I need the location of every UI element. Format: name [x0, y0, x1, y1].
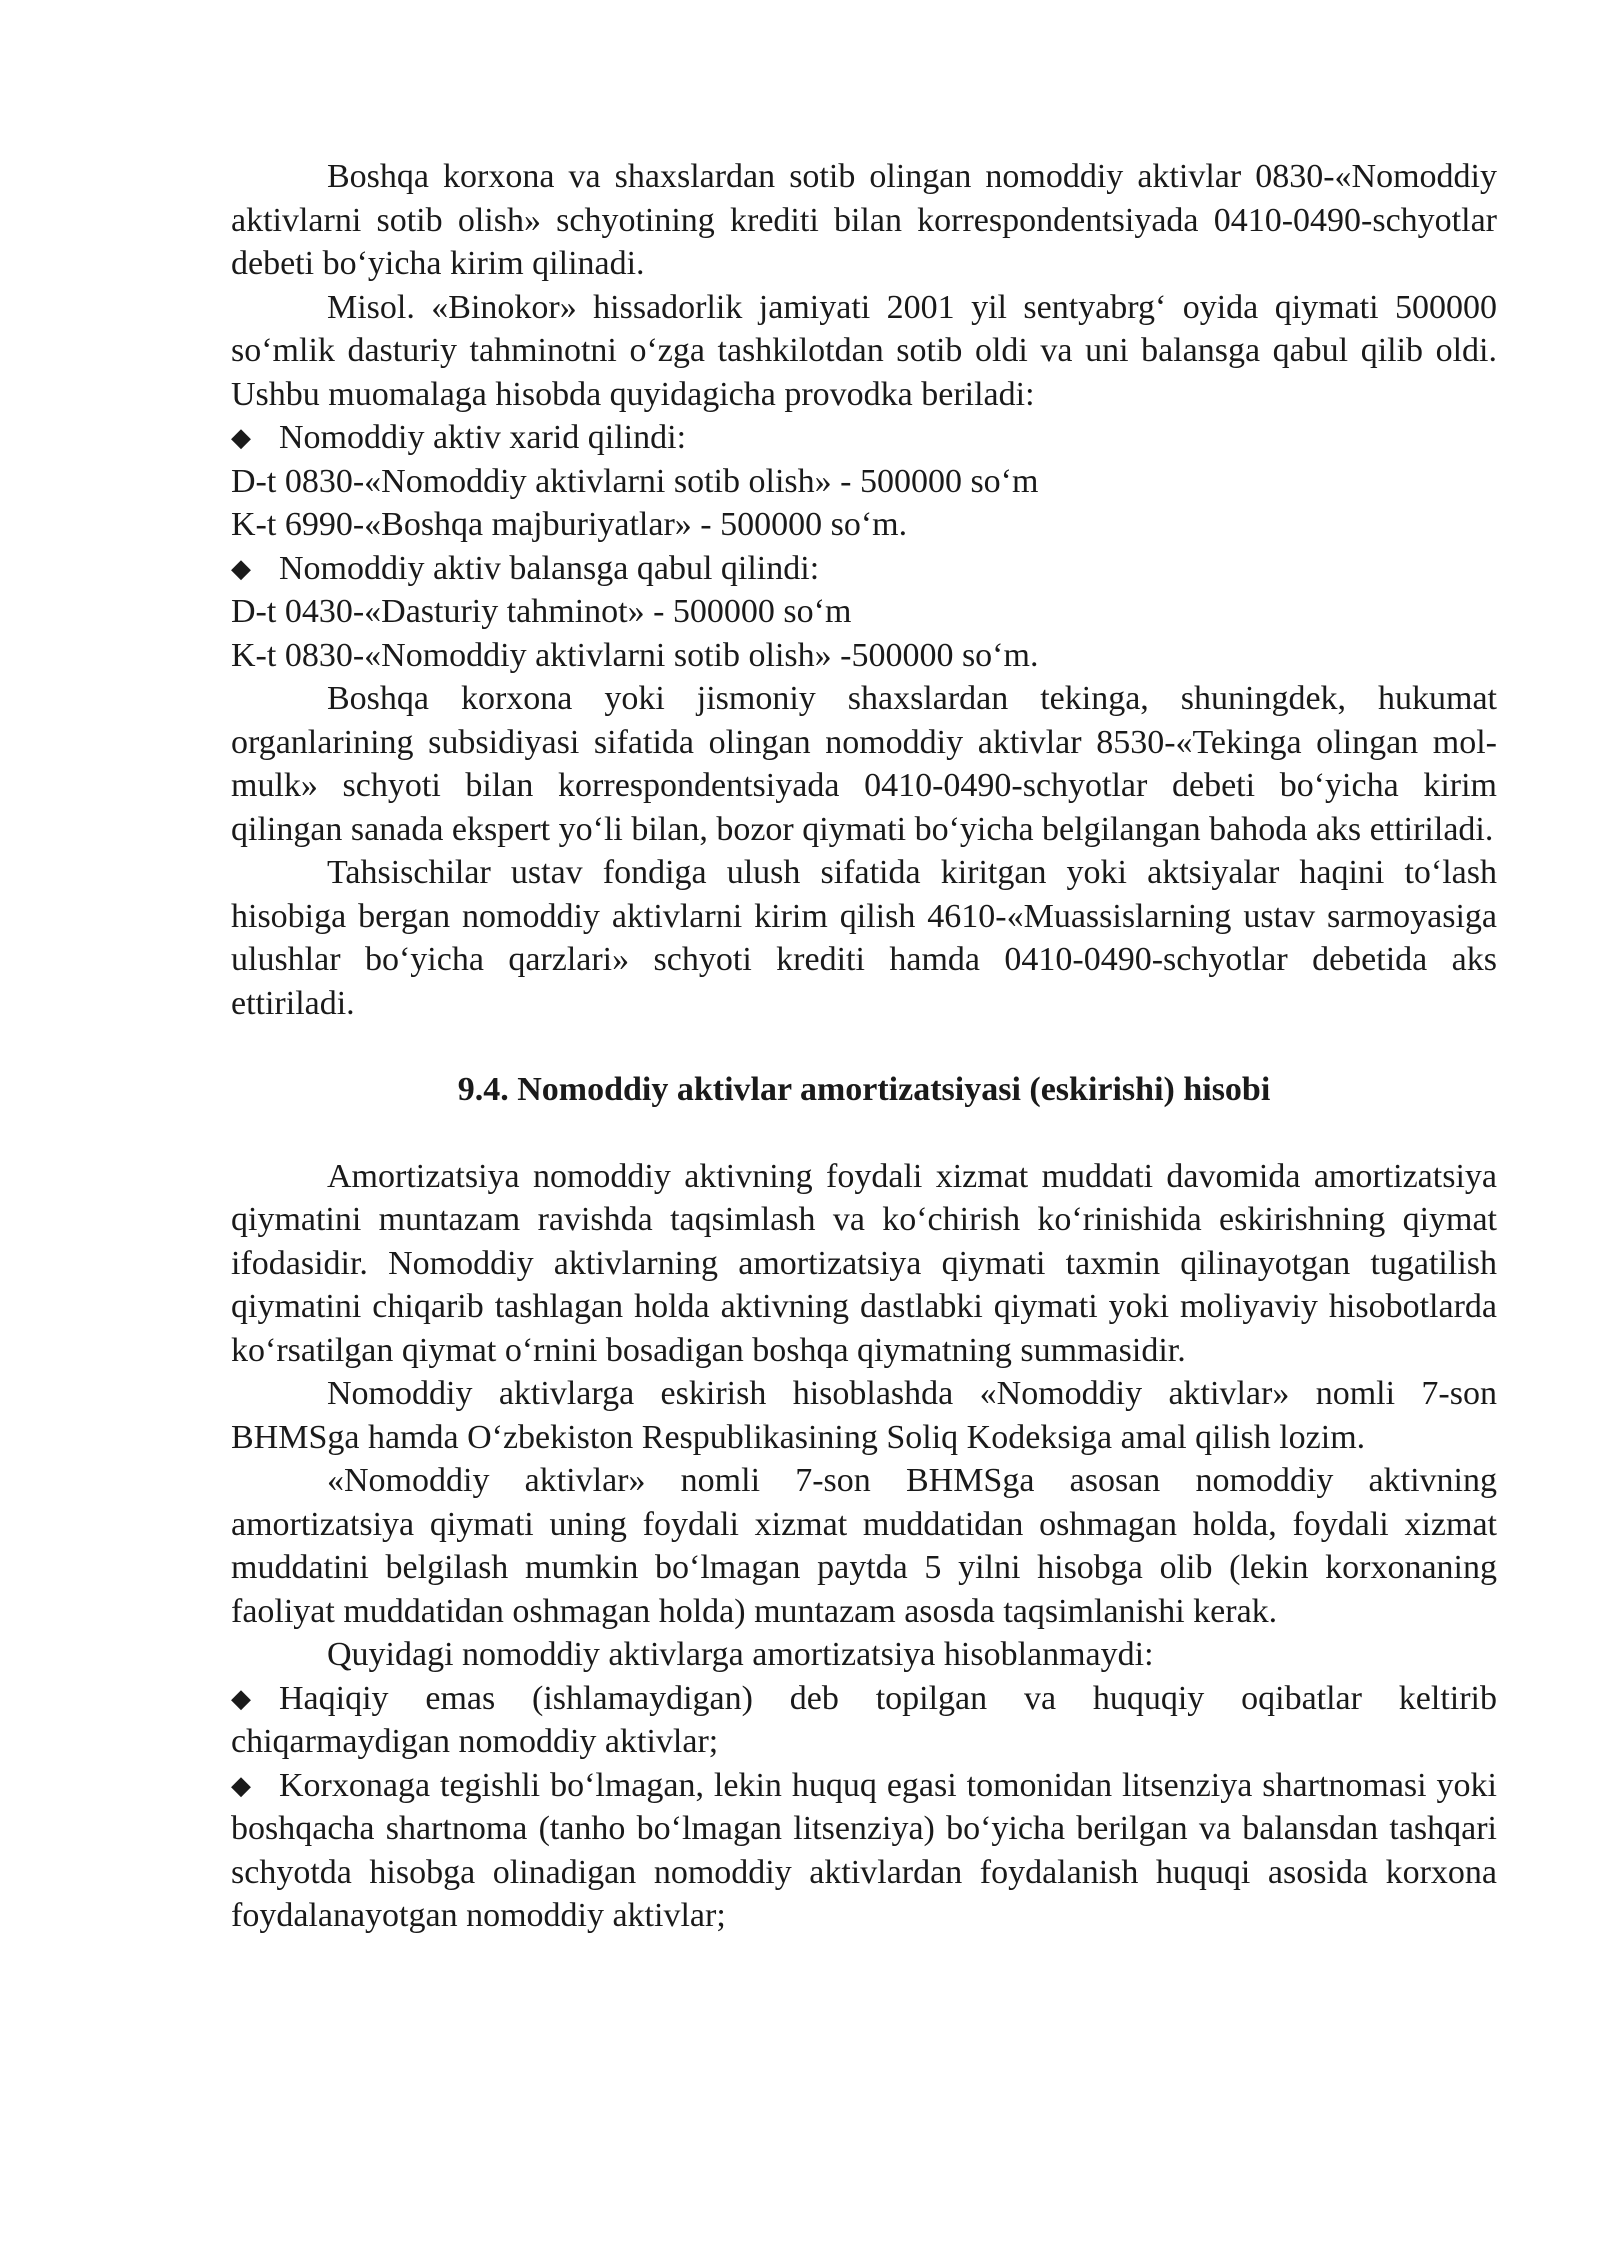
entry-debit-line: D-t 0430-«Dasturiy tahminot» - 500000 soʻm [231, 593, 852, 630]
section-heading: 9.4. Nomoddiy aktivlar amortizatsiyasi (eskirishi) hisobi [457, 1071, 1271, 1108]
diamond-bullet-icon: ◆ [231, 1770, 251, 1800]
paragraph-standards: Nomoddiy aktivlarga eskirish hisoblashda «Nomoddiy aktivlar» nomli 7-son BHMSga hamda Oʻzbekiston Respublikasining Soliq Kodeksiga amal qilish lozim. [231, 1375, 1497, 1456]
bullet-entry-balance-text: Nomoddiy aktiv balansga qabul qilindi: [279, 549, 820, 587]
paragraph-amortization-definition: Amortizatsiya nomoddiy aktivning foydali xizmat muddati davomida amortizatsiya qiymatini muntazam ravishda taqsimlash va koʻchirish koʻrinishida eskirishning qiymat ifodasidir. Nomoddiy aktivlarning amortizatsiya qiymati taxmin qilinayotgan tugatilish qiymatini chiqarib tashlagan holda aktivning dastlabki qiymati yoki moliyaviy hisobotlarda koʻrsatilgan qiymat oʻrnini bosadigan boshqa qiymatning summasidir. [231, 1157, 1497, 1369]
document-page [231, 155, 1497, 1938]
paragraph-free-receipt: Boshqa korxona yoki jismoniy shaxslardan tekinga, shuningdek, hukumat organlarining subsidiyasi sifatida olingan nomoddiy aktivlar 8530-«Tekinga olingan mol-mulk» schyoti bilan korrespondentsiyada 0410-0490-schyotlar debeti boʻyicha kirim qilingan sanada ekspert yoʻli bilan, bozor qiymati boʻyicha belgilangan bahoda aks ettiriladi. [231, 680, 1497, 848]
diamond-bullet-icon: ◆ [231, 553, 251, 583]
entry-credit-line: K-t 6990-«Boshqa majburiyatlar» - 500000 soʻm. [231, 506, 908, 543]
diamond-bullet-icon: ◆ [231, 423, 251, 452]
diamond-bullet-icon: ◆ [231, 1683, 251, 1713]
bullet-entry-balance [231, 547, 1497, 591]
paragraph-founders-contribution: Tahsischilar ustav fondiga ulush sifatida kiritgan yoki aktsiyalar haqini toʻlash hisobiga bergan nomoddiy aktivlarni kirim qilish 4610-«Muassislarning ustav sarmoyasiga ulushlar boʻyicha qarzlari» schyoti krediti hamda 0410-0490-schyotlar debetida aks ettiriladi. [231, 854, 1497, 1022]
list-item [231, 1764, 1497, 1938]
paragraph-example: Misol. «Binokor» hissadorlik jamiyati 2001 yil sentyabrgʻ oyida qiymati 500000 soʻmlik dasturiy tahminotni oʻzga tashkilotdan sotib oldi va uni balansga qabul qilib oldi. Ushbu muomalaga hisobda quyidagicha provodka beriladi: [231, 288, 1497, 413]
paragraph-purchase-accounting: Boshqa korxona va shaxslardan sotib olingan nomoddiy aktivlar 0830-«Nomoddiy aktivlarni sotib olish» schyotining krediti bilan korrespondentsiyada 0410-0490-schyotlar debeti boʻyicha kirim qilinadi. [231, 158, 1497, 282]
entry-credit-line: K-t 0830-«Nomoddiy aktivlarni sotib olish» -500000 soʻm. [231, 636, 1039, 674]
entry-debit-line: D-t 0830-«Nomoddiy aktivlarni sotib olish» - 500000 soʻm [231, 462, 1039, 500]
list-item-text: Haqiqiy emas (ishlamaydigan) deb topilgan va huquqiy oqibatlar keltirib chiqarmaydigan nomoddiy aktivlar; [231, 1679, 1497, 1760]
paragraph-not-amortized-intro: Quyidagi nomoddiy aktivlarga amortizatsiya hisoblanmaydi: [327, 1636, 1154, 1673]
list-item [231, 1677, 1497, 1764]
bullet-entry-purchase [231, 416, 1497, 460]
list-item-text: Korxonaga tegishli boʻlmagan, lekin huquq egasi tomonidan litsenziya shartnomasi yoki boshqacha shartnoma (tanho boʻlmagan litsenziya) boʻyicha berilgan va balansdan tashqari schyotda hisobga olinadigan nomoddiy aktivlardan foydalanish huquqi asosida korxona foydalanayotgan nomoddiy aktivlar; [231, 1766, 1497, 1934]
bullet-entry-purchase-text: Nomoddiy aktiv xarid qilindi: [279, 419, 687, 456]
paragraph-bhms-7: «Nomoddiy aktivlar» nomli 7-son BHMSga asosan nomoddiy aktivning amortizatsiya qiymati uning foydali xizmat muddatidan oshmagan holda, foydali xizmat muddatini belgilash mumkin boʻlmagan paytda 5 yilni hisobga olib (lekin korxonaning faoliyat muddatidan oshmagan holda) muntazam asosda taqsimlanishi kerak. [231, 1462, 1497, 1630]
